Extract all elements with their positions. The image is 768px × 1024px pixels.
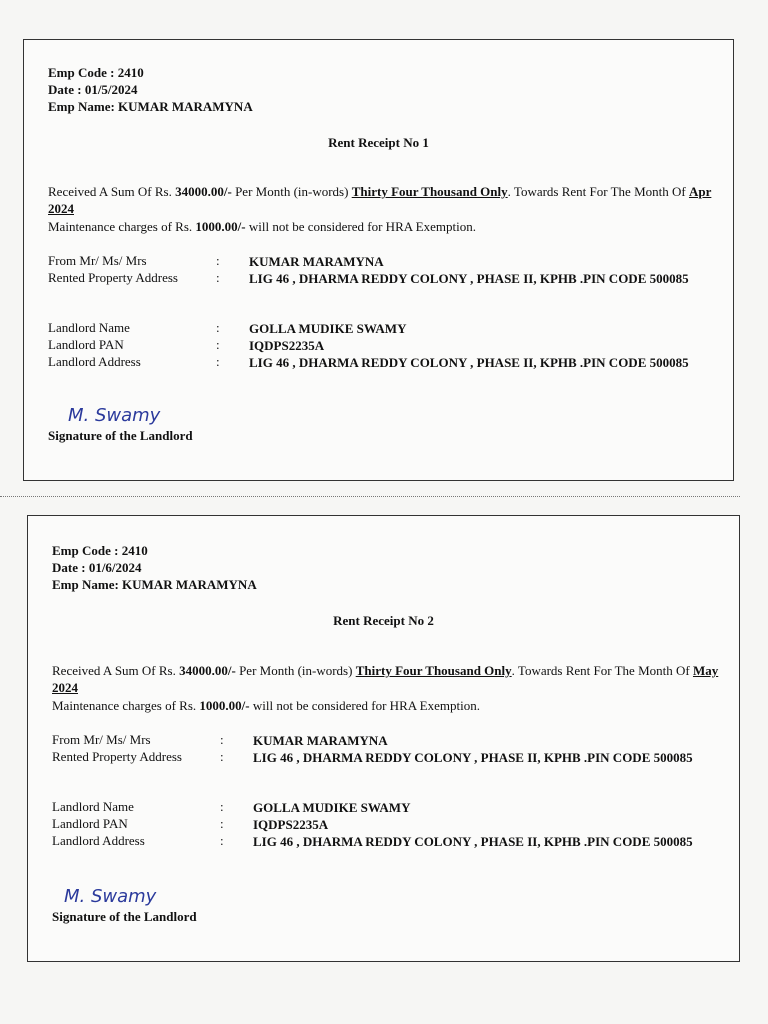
landlord-signature xyxy=(52,883,197,925)
landlord-address-label: Landlord Address xyxy=(52,833,145,848)
rent-month: Apr 2024 xyxy=(48,184,712,216)
receipt-date: Date : 01/6/2024 xyxy=(52,560,142,575)
landlord-name-value: GOLLA MUDIKE SWAMY xyxy=(249,321,407,336)
colon: : xyxy=(216,354,220,369)
rent-receipt-2 xyxy=(27,515,740,962)
rent-month: May 2024 xyxy=(52,663,719,695)
from-label: From Mr/ Ms/ Mrs xyxy=(48,253,147,268)
colon: : xyxy=(216,337,220,352)
emp-name: Emp Name: KUMAR MARAMYNA xyxy=(52,577,257,592)
rent-amount: 34000.00/- xyxy=(175,184,232,199)
maintenance-paragraph xyxy=(52,697,722,714)
landlord-name-label: Landlord Name xyxy=(52,799,134,814)
emp-name: Emp Name: KUMAR MARAMYNA xyxy=(48,99,253,114)
landlord-address-label: Landlord Address xyxy=(48,354,141,369)
maint-prefix: Maintenance charges of Rs. xyxy=(52,698,200,713)
maint-prefix: Maintenance charges of Rs. xyxy=(48,219,196,234)
maint-amount: 1000.00/- xyxy=(199,698,250,713)
receipt-title: Rent Receipt No 1 xyxy=(328,135,429,150)
landlord-pan-value: IQDPS2235A xyxy=(253,817,329,832)
svg-text:M. Swamy: M. Swamy xyxy=(68,405,161,426)
rented-address-label: Rented Property Address xyxy=(52,749,182,764)
svg-text:M. Swamy: M. Swamy xyxy=(64,886,157,907)
emp-code: Emp Code : 2410 xyxy=(52,543,148,558)
receipt-title: Rent Receipt No 2 xyxy=(333,613,434,628)
handwritten-signature xyxy=(48,402,188,428)
landlord-name-value: GOLLA MUDIKE SWAMY xyxy=(253,800,411,815)
from-value: KUMAR MARAMYNA xyxy=(249,254,384,269)
received-prefix: Received A Sum Of Rs. xyxy=(48,184,176,199)
rented-address-value: LIG 46 , DHARMA REDDY COLONY , PHASE II, KPHB .PIN CODE 500085 xyxy=(249,271,689,286)
landlord-pan-label: Landlord PAN xyxy=(52,816,128,831)
colon: : xyxy=(220,833,224,848)
landlord-pan-label: Landlord PAN xyxy=(48,337,124,352)
received-prefix: Received A Sum Of Rs. xyxy=(52,663,180,678)
landlord-address-value: LIG 46 , DHARMA REDDY COLONY , PHASE II, KPHB .PIN CODE 500085 xyxy=(253,834,693,849)
received-paragraph xyxy=(48,183,718,217)
colon: : xyxy=(220,799,224,814)
receipt-date: Date : 01/5/2024 xyxy=(48,82,138,97)
landlord-name-label: Landlord Name xyxy=(48,320,130,335)
rent-receipt-1 xyxy=(23,39,734,481)
landlord-signature xyxy=(48,402,193,444)
maint-suffix: will not be considered for HRA Exemption. xyxy=(245,219,476,234)
per-month-text: Per Month (in-words) xyxy=(231,184,352,199)
rented-address-label: Rented Property Address xyxy=(48,270,178,285)
colon: : xyxy=(216,320,220,335)
maintenance-paragraph xyxy=(48,218,718,235)
from-label: From Mr/ Ms/ Mrs xyxy=(52,732,151,747)
per-month-text: Per Month (in-words) xyxy=(235,663,356,678)
landlord-pan-value: IQDPS2235A xyxy=(249,338,325,353)
colon: : xyxy=(216,253,220,268)
signature-label: Signature of the Landlord xyxy=(48,428,193,443)
amount-in-words: Thirty Four Thousand Only xyxy=(355,663,512,678)
page-divider xyxy=(0,496,740,497)
landlord-address-value: LIG 46 , DHARMA REDDY COLONY , PHASE II, KPHB .PIN CODE 500085 xyxy=(249,355,689,370)
colon: : xyxy=(216,270,220,285)
received-paragraph xyxy=(52,662,722,696)
towards-text: . Towards Rent For The Month Of xyxy=(511,663,693,678)
colon: : xyxy=(220,749,224,764)
from-value: KUMAR MARAMYNA xyxy=(253,733,388,748)
maint-suffix: will not be considered for HRA Exemption. xyxy=(249,698,480,713)
emp-code: Emp Code : 2410 xyxy=(48,65,144,80)
signature-label: Signature of the Landlord xyxy=(52,909,197,924)
rent-amount: 34000.00/- xyxy=(179,663,236,678)
rented-address-value: LIG 46 , DHARMA REDDY COLONY , PHASE II, KPHB .PIN CODE 500085 xyxy=(253,750,693,765)
handwritten-signature xyxy=(52,883,192,909)
towards-text: . Towards Rent For The Month Of xyxy=(507,184,689,199)
colon: : xyxy=(220,816,224,831)
maint-amount: 1000.00/- xyxy=(195,219,246,234)
amount-in-words: Thirty Four Thousand Only xyxy=(351,184,508,199)
colon: : xyxy=(220,732,224,747)
